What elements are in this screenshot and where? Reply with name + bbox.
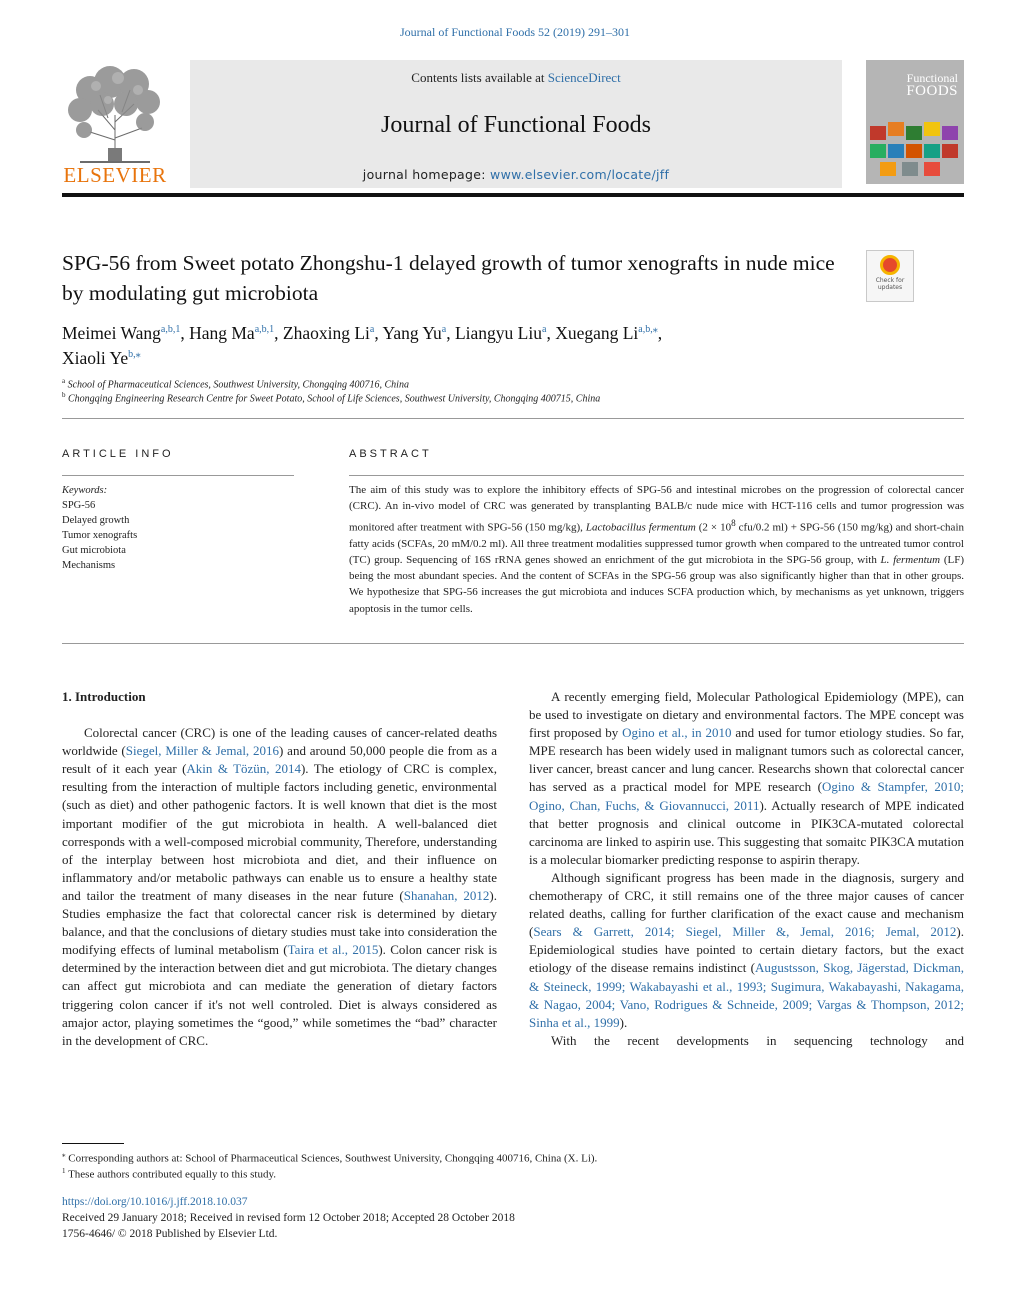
author-name[interactable]: Hang Ma <box>189 322 255 343</box>
author-separator: , <box>546 322 556 343</box>
tree-icon <box>60 60 170 164</box>
author-separator: , <box>446 322 455 343</box>
paragraph-text: With the recent developments in sequencing technology and <box>551 1032 964 1048</box>
journal-title: Journal of Functional Foods <box>381 112 651 138</box>
abstract-heading: ABSTRACT <box>349 448 432 460</box>
author-name[interactable]: Meimei Wang <box>62 322 161 343</box>
author-name[interactable]: Xuegang Li <box>555 322 639 343</box>
footnote-text: These authors contributed equally to this study. <box>68 1168 277 1181</box>
abstract-segment: The aim of this study was to explore the inhibitory effects of SPG-56 and intestinal microbes on the progression of colorectal cancer (CRC). An in-vivo model of CRC was generated by transplanting BALB/c nude mice with HCT-116 cells and tumor progression was monitored after treatment with SPG-56 (150 mg/kg), <box>349 484 964 534</box>
paragraph-text: and used for tumor etiology studies. So far, MPE research has been widely used in malignant tumors such as colorectal cancer, liver cancer, breast cancer and lung cancer. Researchs shown that colorectal cancer has served as a practical model for MPE research ( <box>529 725 964 795</box>
author-affiliation-mark[interactable]: a,b,⁎ <box>638 324 658 335</box>
paragraph <box>529 869 964 1032</box>
sciencedirect-link[interactable]: ScienceDirect <box>547 70 621 85</box>
keyword-item: Gut microbiota <box>62 545 126 556</box>
footnote-equal-contribution <box>62 1167 962 1181</box>
issn-copyright: 1756-4646/ © 2018 Published by Elsevier Ltd. <box>62 1228 278 1240</box>
cover-tile <box>870 144 886 158</box>
homepage-link[interactable]: www.elsevier.com/locate/jff <box>490 167 670 182</box>
cover-tile <box>924 144 940 158</box>
author-name[interactable]: Yang Yu <box>382 322 442 343</box>
paragraph-text: ). Actually research of MPE indicated that better prognosis and clinical outcome in PIK3CA-mutated colorectal carcinoma are linked to aspirin use. This suggesting that somaitc PIK3CA mutation is a molecular biomarker predicting response to aspirin therapy. <box>529 797 964 867</box>
check-for-updates-button[interactable] <box>866 250 914 302</box>
author-affiliation-mark[interactable]: b,⁎ <box>128 348 141 360</box>
article-info-heading: ARTICLE INFO <box>62 448 174 460</box>
section-rule <box>62 418 964 419</box>
footnote-corresponding <box>62 1151 962 1165</box>
doi-link[interactable]: https://doi.org/10.1016/j.jff.2018.10.037 <box>62 1196 248 1208</box>
footnote-text: Corresponding authors at: School of Pharmaceutical Sciences, Southwest University, Chongqing 400716, China (X. Li). <box>68 1152 598 1165</box>
elsevier-logo[interactable] <box>60 60 170 188</box>
author-affiliation-mark[interactable]: a <box>441 324 447 335</box>
cover-tile <box>924 162 940 176</box>
cover-tile <box>942 144 958 158</box>
cover-tile <box>902 162 918 176</box>
homepage-line <box>190 167 842 182</box>
section-heading: 1. Introduction <box>62 689 146 704</box>
cover-title-line1: Functional <box>906 71 958 85</box>
citation-link[interactable]: Augustsson, Skog, Jägerstad, Dickman, & Steineck, 1999; Wakabayashi et al., 1993; Sugimura, Wakabayashi, Nakagama, & Nagao, 2004; Vano, Rodrigues & Schneide, 2009; Vargas & Thompson, 2012; Sinha et al., 1999 <box>529 960 964 1030</box>
author-affiliation-mark[interactable]: a,b,1 <box>160 324 181 335</box>
elsevier-wordmark: ELSEVIER <box>63 163 167 187</box>
citation-link[interactable]: Taira et al., 2015 <box>287 942 379 958</box>
paragraph <box>529 688 964 869</box>
citation-link[interactable]: Ogino et al., in 2010 <box>622 725 732 741</box>
footnote-mark: ⁎ <box>62 1151 66 1159</box>
cover-tile <box>888 122 904 136</box>
paragraph <box>529 1032 964 1050</box>
citation-link[interactable]: Shanahan, 2012 <box>403 887 490 903</box>
citation-link[interactable]: Sears & Garrett, 2014; Siegel, Miller &, Jemal, 2016; Jemal, 2012 <box>533 924 957 940</box>
keyword-item: Tumor xenografts <box>62 530 138 541</box>
paragraph-text: A recently emerging field, Molecular Pathological Epidemiology (MPE), can be used to investigate on dietary and environmental factors. The MPE concept was first proposed by <box>529 689 964 741</box>
keyword-item: Delayed growth <box>62 515 130 526</box>
cover-tile <box>870 126 886 140</box>
header-rule <box>62 193 964 197</box>
journal-cover-image[interactable] <box>866 60 964 184</box>
abstract-exponent: 8 <box>731 517 736 528</box>
received-dates: Received 29 January 2018; Received in revised form 12 October 2018; Accepted 28 October 2018 <box>62 1212 515 1224</box>
check-updates-label: Check for updates <box>875 277 905 291</box>
footnote-rule <box>62 1143 124 1144</box>
author-name[interactable]: Liangyu Liu <box>454 322 542 343</box>
keyword-item: SPG-56 <box>62 500 96 511</box>
article-title: SPG-56 from Sweet potato Zhongshu-1 delayed growth of tumor xenografts in nude mice by modulating gut microbiota <box>62 251 835 305</box>
paragraph-text: ). Colon cancer risk is determined by the interaction between diet and gut microbiota. The dietary changes can affect gut microbiota and can mediate the generation of dietary factors triggering colon cancer if it's not well controled. Diet is always considered as amajor actor, playing sometimes the “good,” while sometimes the “bad” character in the development of CRC. <box>62 942 498 1048</box>
affiliation-text: School of Pharmaceutical Sciences, Southwest University, Chongqing 400716, China <box>67 379 409 391</box>
author-separator: , <box>274 322 283 343</box>
affiliation-text: Chongqing Engineering Research Centre for Sweet Potato, School of Life Sciences, Southwest University, Chongqing 400715, China <box>68 393 601 405</box>
paragraph-text: ). Studies emphasize the fact that colorectal cancer risk is determined by dietary balance, and that the conclusions of dietary studies must take into consideration the modifying effects of luminal metabolism ( <box>62 887 497 958</box>
paragraph <box>62 724 497 1050</box>
paragraph-text: ). The etiology of CRC is complex, resulting from the interaction of multiple factors including genetic, environmental (such as diet) and other pathogenic factors. It is well known that diet is the most important modifier of the gut microbiota in health. A well-balanced diet corresponds with a well-composed microbial community, Therefore, understanding of the interplay between host microbiota and diet, and their influence on inflammatory and/or metabolic pathways can enable us to ensure a healthy state and tailor the treatment of many diseases in the near future ( <box>62 761 498 903</box>
cover-title-line2: FOODS <box>906 83 958 99</box>
contents-line <box>190 70 842 86</box>
author-separator: , <box>374 322 383 343</box>
body-column-left <box>62 688 497 1050</box>
cover-tile <box>942 126 958 140</box>
article-info-rule <box>62 475 294 476</box>
paragraph-text: ). Epidemiological studies have pointed to certain dietary factors, but the exact etiology of the disease remains indistinct ( <box>529 924 964 976</box>
paragraph-text: ). <box>619 1014 628 1030</box>
cover-tile <box>924 122 940 136</box>
abstract-segment: cfu/0.2 ml) + SPG-56 (150 mg/kg) and short-chain fatty acids (SCFAs, 20 mM/0.2 ml). All three treatment modalities suppressed tumor growth when compared to the untreated tumor control (TC) group. Sequencing of 16S rRNA genes showed an enrichment of the gut microbiota in the SPG-56 group, with <box>349 521 964 566</box>
author-name[interactable]: Xiaoli Ye <box>62 347 129 368</box>
check-updates-icon <box>880 255 900 275</box>
abstract-text <box>349 482 964 617</box>
cover-tile <box>906 126 922 140</box>
abstract-rule <box>349 475 964 476</box>
abstract-segment: (LF) being the most abundant species. And the content of SCFAs in the SPG-56 group was also significantly higher than that in other groups. We hypothesize that SPG-56 increases the gut microbiota and induces SCFA production which, by mechanisms as yet unknown, triggers apoptosis in the tumor cells. <box>349 553 964 615</box>
affiliation-a <box>62 377 962 390</box>
keyword-item: Mechanisms <box>62 560 116 571</box>
paragraph-text: Colorectal cancer (CRC) is one of the leading causes of cancer-related deaths worldwide ( <box>62 725 497 759</box>
author-affiliation-mark[interactable]: a,b,1 <box>254 324 275 335</box>
abstract-species-name: L. fermentum <box>880 553 941 566</box>
paragraph-text: ) and around 50,000 people die from as a result of it each year ( <box>62 743 498 777</box>
footnote-mark: 1 <box>62 1167 66 1175</box>
cover-title <box>906 72 958 99</box>
abstract-segment: (2 × 10 <box>695 521 732 534</box>
affiliation-label: a <box>62 377 66 385</box>
citation-link[interactable]: Akin & Tözün, 2014 <box>186 761 301 777</box>
homepage-prefix: journal homepage: <box>362 167 486 182</box>
abstract-species-name: Lactobacillus fermentum <box>585 521 696 534</box>
body-column-right <box>529 688 964 1050</box>
author-separator: , <box>657 322 663 343</box>
author-affiliation-mark[interactable]: a <box>369 324 375 335</box>
citation-link[interactable]: Siegel, Miller & Jemal, 2016 <box>125 743 280 759</box>
author-separator: , <box>180 322 190 343</box>
journal-banner <box>190 60 842 188</box>
section-rule <box>62 643 964 644</box>
cover-tile <box>880 162 896 176</box>
paragraph-text: Although significant progress has been made in the diagnosis, surgery and chemotherapy of CRC, it still remains one of the three major causes of cancer related deaths, calling for further clarification of the exact cause and mechanism ( <box>529 869 964 940</box>
citation-link[interactable]: Ogino & Stampfer, 2010; Ogino, Chan, Fuchs, & Giovannucci, 2011 <box>529 779 965 813</box>
keywords-label: Keywords: <box>62 485 108 496</box>
contents-prefix: Contents lists available at <box>411 70 545 85</box>
keywords-list <box>62 483 302 573</box>
running-head: Journal of Functional Foods 52 (2019) 291–301 <box>400 25 630 39</box>
cover-tile <box>888 144 904 158</box>
author-list <box>62 319 822 369</box>
affiliation-b <box>62 391 962 404</box>
author-name[interactable]: Zhaoxing Li <box>282 322 370 343</box>
affiliation-label: b <box>62 391 66 399</box>
author-affiliation-mark[interactable]: a <box>541 324 547 335</box>
cover-tile <box>906 144 922 158</box>
